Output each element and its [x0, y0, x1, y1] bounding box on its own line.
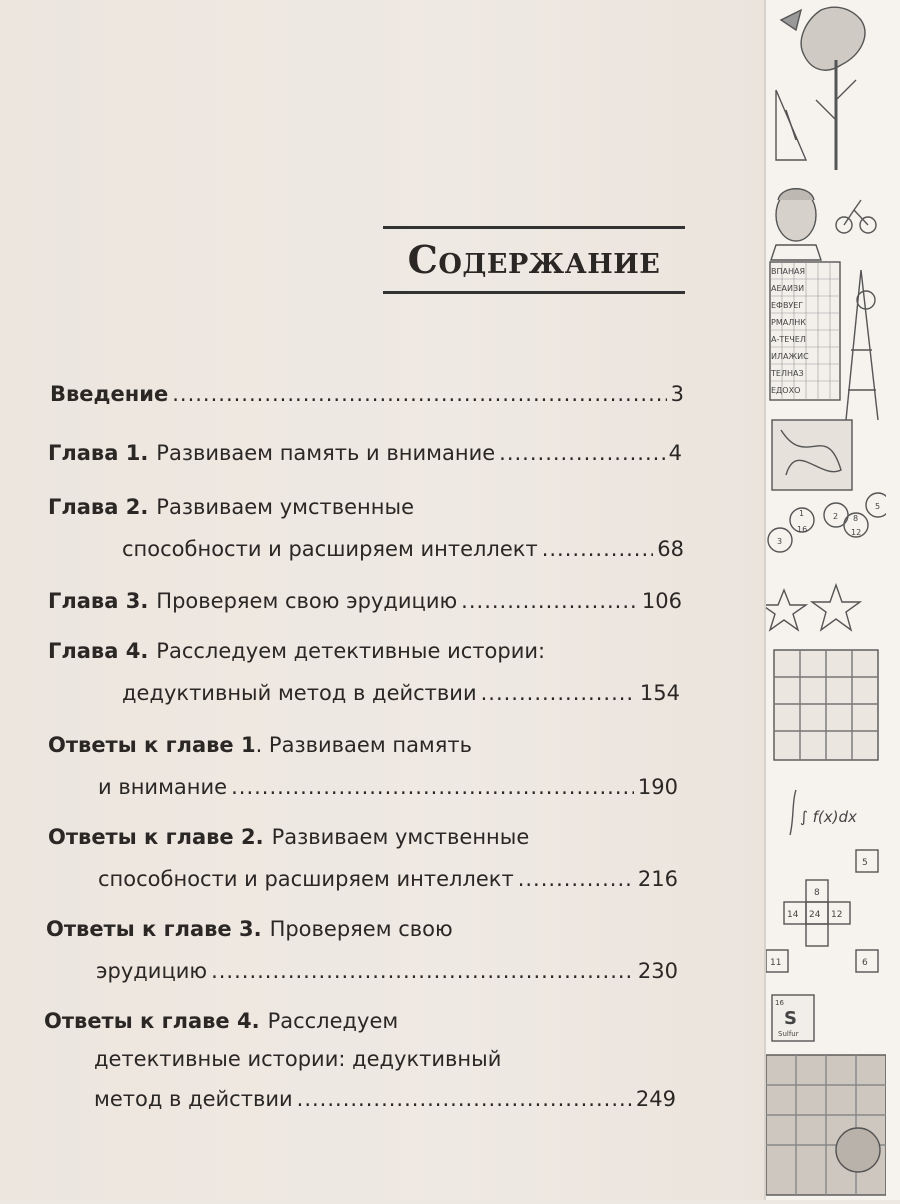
stars-puzzle [766, 585, 860, 630]
toc-line [96, 954, 678, 988]
element-number: 16 [775, 999, 784, 1007]
clock-puzzle [768, 493, 886, 552]
illustration-strip [764, 0, 900, 1200]
toc-entry-text: Развиваем умственные [156, 495, 415, 519]
grid-row-text: ИЛАЖИС [771, 352, 809, 361]
toc-entry-text: дедуктивный метод в действии [122, 681, 477, 705]
toc-entry-lead: Глава 4. [48, 639, 149, 663]
toc-line [48, 584, 682, 618]
cross-number: 6 [862, 958, 868, 968]
leader-dots [481, 676, 636, 710]
clock-number: 8 [853, 514, 859, 523]
toc-page-number: 68 [657, 537, 684, 561]
clock-number: 1 [799, 509, 805, 518]
toc-entry-text: Проверяем свою эрудицию [156, 589, 458, 613]
toc-line [98, 770, 678, 804]
toc-entry-text: Расследуем детективные истории: [156, 639, 546, 663]
toc-entry-text: Расследуем [267, 1009, 399, 1033]
toc-entry-text: метод в действии [94, 1087, 293, 1111]
cross-number-puzzle [766, 850, 878, 972]
clock-number: 5 [875, 502, 881, 511]
toc-page-number: 3 [670, 382, 684, 406]
toc-page-number: 216 [637, 867, 678, 891]
word-search-grid [770, 262, 840, 400]
toc-line [122, 676, 680, 710]
toc-line [48, 820, 529, 854]
cross-number: 5 [862, 858, 868, 868]
element-name: Sulfur [778, 1030, 799, 1038]
toc-entry-text: и внимание [98, 775, 228, 799]
toc-line [44, 1004, 398, 1038]
illustration-collage [766, 0, 886, 1200]
element-symbol: S [784, 1008, 797, 1029]
triangle-ruler-illustration [776, 90, 806, 160]
grid-row-text: ВПАНАЯ [771, 267, 806, 276]
toc-page-number: 4 [668, 441, 682, 465]
toc-entry-lead: Ответы к главе 4. [44, 1009, 260, 1033]
toc-entry-lead: Глава 1. [48, 441, 149, 465]
toc-entry-text: Развиваем память и внимание [156, 441, 496, 465]
clock-number: 16 [797, 525, 808, 534]
toc-line [122, 532, 684, 566]
integral-text: ∫ f(x)dx [800, 808, 857, 826]
grid-row-text: ТЕЛНАЗ [771, 369, 804, 378]
cross-number: 12 [831, 910, 843, 920]
grid-row-text: ЕДОХО [771, 386, 801, 395]
toc-page-number: 154 [639, 681, 680, 705]
cross-number: 14 [787, 910, 799, 920]
toc-entry-text: Проверяем свою [269, 917, 453, 941]
toc-entry-text: способности и расширяем интеллект [122, 537, 538, 561]
cross-number: 24 [809, 910, 821, 920]
cross-number: 11 [770, 958, 782, 968]
tree-illustration [781, 7, 865, 170]
toc-line [98, 862, 678, 896]
clock-number: 3 [777, 537, 783, 546]
leader-dots [211, 954, 634, 988]
toc-entry-lead: Ответы к главе 1 [48, 733, 256, 757]
clock-number: 2 [833, 512, 839, 521]
toc-page-number: 190 [637, 775, 678, 799]
toc-entry-lead: Глава 3. [48, 589, 149, 613]
toc-page-number: 230 [637, 959, 678, 983]
leader-dots [172, 377, 666, 411]
toc-line [94, 1082, 676, 1116]
toc-entry-lead: Ответы к главе 2. [48, 825, 264, 849]
cross-number: 8 [814, 888, 820, 898]
leader-dots [231, 770, 634, 804]
toc-line [46, 912, 453, 946]
figures-grid-puzzle [774, 650, 878, 760]
leader-dots [499, 436, 664, 470]
tangle-puzzle [772, 420, 852, 490]
toc-line [50, 377, 684, 411]
portrait-illustration [771, 189, 821, 260]
toc-line [48, 490, 414, 524]
toc-entry-lead: Глава 2. [48, 495, 149, 519]
toc-entry-lead: Введение [50, 382, 169, 406]
toc-entry-lead: Ответы к главе 3. [46, 917, 262, 941]
toc-entry-text: . Развиваем память [255, 733, 473, 757]
toc-line [48, 436, 682, 470]
leader-dots [542, 532, 654, 566]
eiffel-tower-illustration [846, 270, 878, 420]
illustration-column [764, 0, 886, 1200]
toc-page-number: 249 [635, 1087, 676, 1111]
page-title: Содержание [383, 226, 685, 294]
grid-row-text: РМАЛНК [771, 318, 806, 327]
toc-line [48, 728, 472, 762]
toc-line [94, 1042, 501, 1076]
toc-entry-text: эрудицию [96, 959, 208, 983]
bicycle-icon [836, 200, 876, 233]
grid-row-text: АЕАИЗИ [771, 284, 805, 293]
toc-line [48, 634, 545, 668]
leader-dots [461, 584, 638, 618]
clock-number: 12 [851, 528, 862, 537]
toc-page-number: 106 [641, 589, 682, 613]
toc-entry-text: детективные истории: дедуктивный [94, 1047, 502, 1071]
grid-row-text: А-ТЕЧЕЛ [771, 335, 806, 344]
leader-dots [518, 862, 634, 896]
toc-entry-text: Развиваем умственные [271, 825, 530, 849]
chess-board-illustration [766, 1055, 886, 1195]
grid-row-text: ЕФВУЕГ [771, 301, 804, 310]
integral-formula [790, 790, 796, 835]
toc-entry-text: способности и расширяем интеллект [98, 867, 514, 891]
leader-dots [297, 1082, 632, 1116]
